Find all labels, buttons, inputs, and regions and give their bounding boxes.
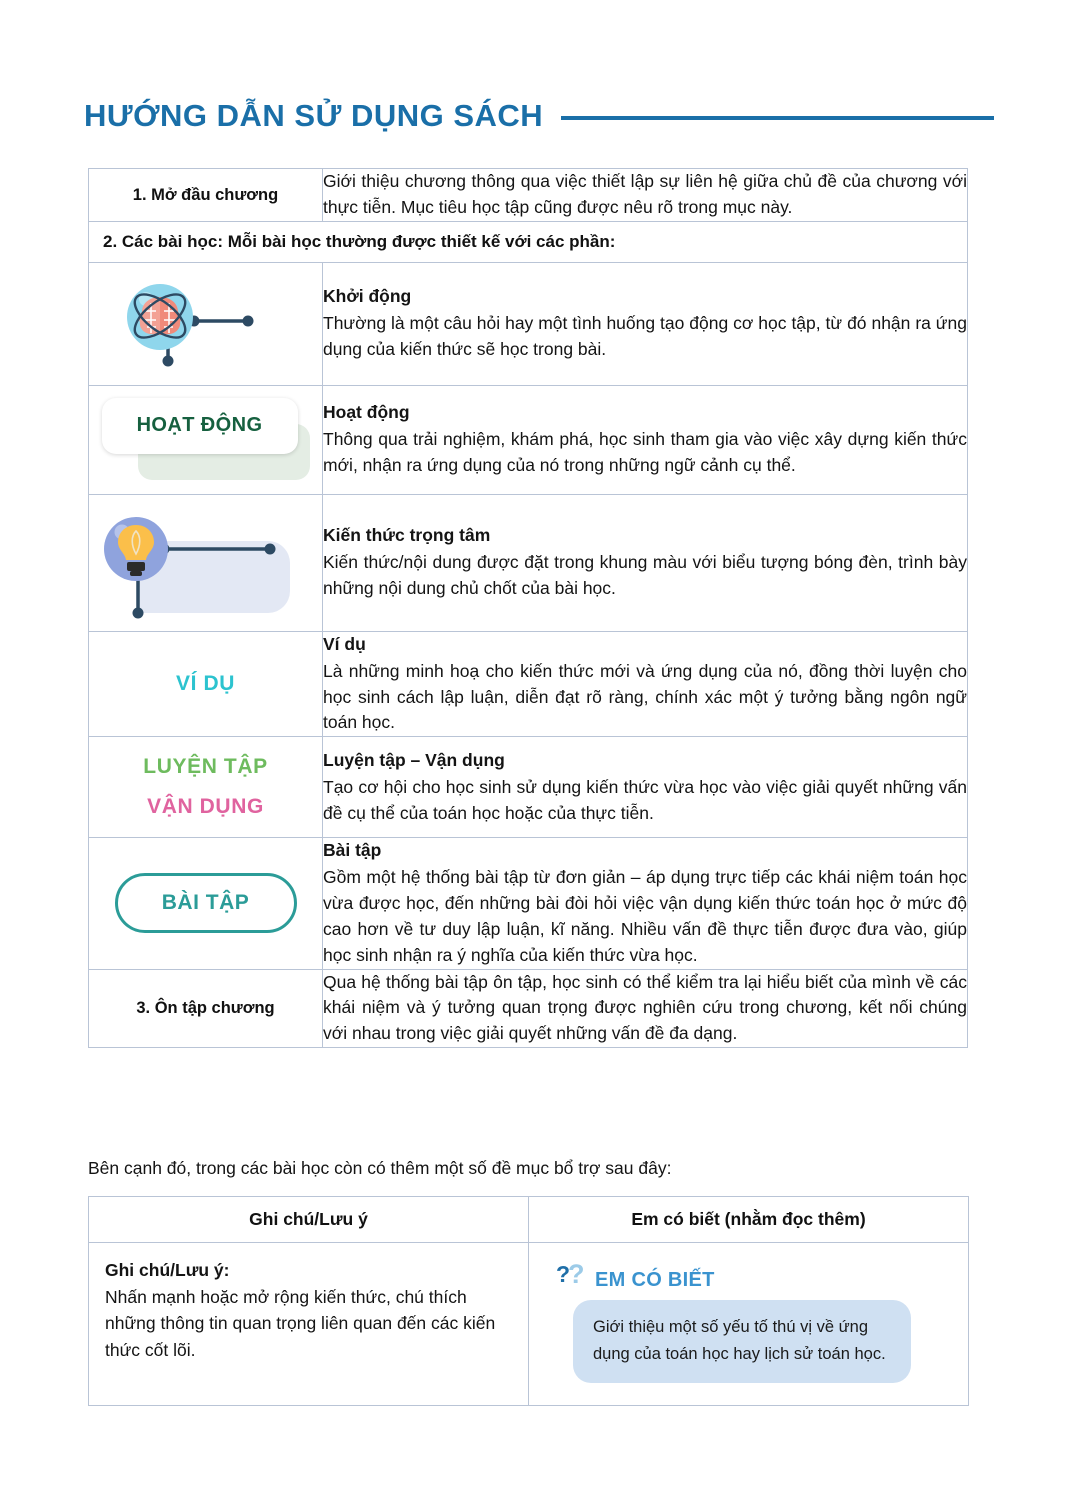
- cell-em-co-biet: [529, 1243, 969, 1406]
- row-body-kien-thuc: [323, 494, 968, 631]
- vi-du-word-icon: VÍ DỤ: [175, 672, 235, 696]
- lightbulb-frame-icon: [100, 507, 312, 619]
- table-row: [89, 494, 968, 631]
- table-row: [89, 262, 968, 385]
- bai-tap-pill-label: BÀI TẬP: [161, 891, 250, 915]
- row-body-luyen-tap: [323, 737, 968, 838]
- page-header: [84, 98, 994, 134]
- row-label-on-tap-chuong: 3. Ôn tập chương: [89, 969, 323, 1048]
- row-body-hoat-dong: [323, 385, 968, 494]
- em-co-biet-badge: [555, 1257, 948, 1292]
- guide-table: [88, 168, 968, 1048]
- table-header-row: [89, 1197, 969, 1243]
- ghi-chu-text: Nhấn mạnh hoặc mở rộng kiến thức, chú thích những thông tin quan trọng liên quan đến các kiến thức cốt lõi.: [105, 1286, 496, 1360]
- row-heading-vi-du: Ví dụ: [323, 633, 366, 654]
- icon-cell-vi-du: [89, 631, 323, 737]
- icon-cell-kien-thuc: [89, 494, 323, 631]
- column-header-em-co-biet: Em có biết (nhằm đọc thêm): [529, 1197, 969, 1243]
- column-header-ghi-chu: Ghi chú/Lưu ý: [89, 1197, 529, 1243]
- luyen-tap-word-icon: LUYỆN TẬP: [143, 755, 268, 779]
- table-row-section: [89, 221, 968, 262]
- row-body-mo-dau-chuong: Giới thiệu chương thông qua việc thiết lập sự liên hệ giữa chủ đề của chương với thực tiễn. Mục tiêu học tập cũng được nêu rõ trong mục này.: [323, 169, 968, 222]
- row-text-bai-tap: Gồm một hệ thống bài tập từ đơn giản – áp dụng trực tiếp các khái niệm toán học vừa được học, đến những bài đòi hỏi việc vận dụng kiến thức toán học ở mức độ cao hơn về tư duy lập luận, kĩ năng. Nhiều vấn đề thực tiễn được đưa vào, giúp học sinh nhận ra ý nghĩa của kiến thức vừa học.: [323, 867, 967, 965]
- hoat-dong-badge-label: HOẠT ĐỘNG: [136, 414, 263, 437]
- row-body-bai-tap: [323, 838, 968, 969]
- row-body-on-tap-chuong: Qua hệ thống bài tập ôn tập, học sinh có thể kiểm tra lại hiểu biết của mình về các khái niệm và ý tưởng quan trọng được nghiên cứu trong chương, kết nối chúng với nhau trong việc giải quyết những vấn đề đa dạng.: [323, 969, 968, 1048]
- cell-ghi-chu: [89, 1243, 529, 1406]
- row-text-kien-thuc: Kiến thức/nội dung được đặt trong khung màu với biểu tượng bóng đèn, trình bày những nội dung chủ chốt của bài học.: [323, 552, 967, 599]
- brain-atom-icon: [106, 277, 306, 373]
- row-body-khoi-dong: [323, 262, 968, 385]
- row-heading-kien-thuc: Kiến thức trọng tâm: [323, 525, 491, 546]
- supplementary-table: [88, 1196, 969, 1406]
- row-heading-bai-tap: Bài tập: [323, 840, 382, 861]
- table-row: [89, 169, 968, 222]
- hoat-dong-badge-box: [102, 398, 298, 454]
- table-row: [89, 838, 968, 969]
- row-heading-hoat-dong: Hoạt động: [323, 402, 410, 423]
- bai-tap-pill-icon: [115, 873, 297, 933]
- row-body-vi-du: [323, 631, 968, 737]
- ghi-chu-heading: Ghi chú/Lưu ý:: [105, 1260, 230, 1280]
- section-heading-text: 2. Các bài học: Mỗi bài học thường được thiết kế với các phần:: [103, 231, 616, 251]
- van-dung-word-icon: VẬN DỤNG: [147, 795, 264, 819]
- table-row: [89, 1243, 969, 1406]
- svg-text:?: ?: [556, 1261, 571, 1287]
- double-question-mark-icon: [555, 1257, 589, 1292]
- row-heading-luyen-tap: Luyện tập – Vận dụng: [323, 749, 505, 770]
- em-co-biet-bubble: Giới thiệu một số yếu tố thú vị về ứng dụng của toán học hay lịch sử toán học.: [573, 1300, 911, 1383]
- page-title: HƯỚNG DẪN SỬ DỤNG SÁCH: [84, 98, 544, 133]
- title-rule-divider: [561, 116, 994, 120]
- mid-note-text: Bên cạnh đó, trong các bài học còn có thêm một số đề mục bổ trợ sau đây:: [88, 1158, 672, 1178]
- icon-cell-khoi-dong: [89, 262, 323, 385]
- icon-cell-luyen-tap: [89, 737, 323, 838]
- icon-cell-hoat-dong: [89, 385, 323, 494]
- icon-cell-bai-tap: [89, 838, 323, 969]
- table-row: [89, 385, 968, 494]
- row-text-hoat-dong: Thông qua trải nghiệm, khám phá, học sinh tham gia vào việc xây dựng kiến thức mới, nhận ra ứng dụng của nó trong những ngữ cảnh cụ thể.: [323, 429, 967, 476]
- hoat-dong-badge-icon: [100, 398, 312, 482]
- row-text-luyen-tap: Tạo cơ hội cho học sinh sử dụng kiến thức vừa học vào việc giải quyết những vấn đề cụ thể của toán học hoặc của thực tiễn.: [323, 776, 967, 823]
- row-label-mo-dau-chuong: 1. Mở đầu chương: [89, 169, 323, 222]
- table-row: [89, 969, 968, 1048]
- table-row: [89, 631, 968, 737]
- svg-text:?: ?: [568, 1259, 585, 1287]
- table-row: [89, 737, 968, 838]
- row-heading-khoi-dong: Khởi động: [323, 286, 412, 307]
- section-heading-cell: [89, 221, 968, 262]
- row-text-khoi-dong: Thường là một câu hỏi hay một tình huống tạo động cơ học tập, từ đó nhận ra ứng dụng của kiến thức sẽ học trong bài.: [323, 313, 967, 360]
- em-co-biet-label: EM CÓ BIẾT: [595, 1269, 715, 1291]
- row-text-vi-du: Là những minh hoạ cho kiến thức mới và ứng dụng của nó, đồng thời luyện cho học sinh cách lập luận, diễn đạt rõ ràng, chính xác một ý tưởng bằng ngôn ngữ toán học.: [323, 660, 967, 733]
